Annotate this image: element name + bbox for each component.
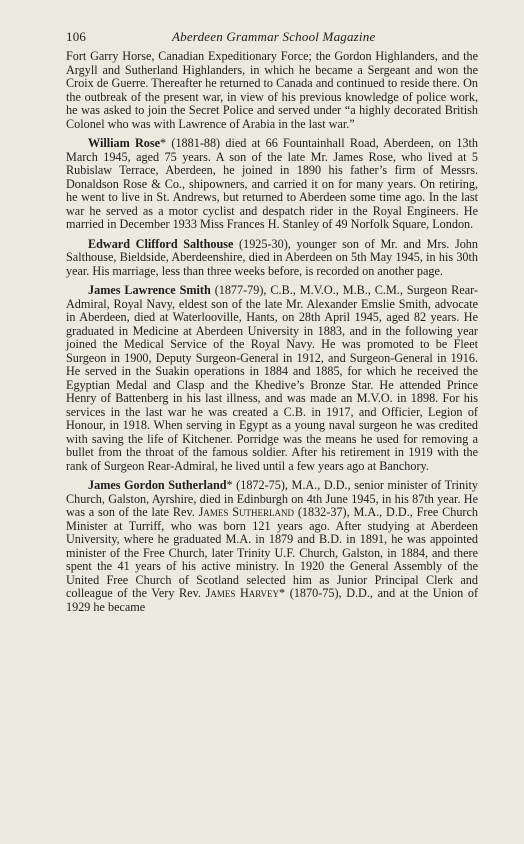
paragraph-text: Fort Garry Horse, Canadian Expeditionary Force; the Gordon Highlanders, and the Argyll and Sutherland Highlanders, in which he became a Sergeant and won the Croix de Guerre. Thereafter he returned to Canada and continued to reside there. On the outbreak of the present war, in view of his previous knowledge of police work, he was asked to join the Secret Police and served under “a highly decorated British Colonel who was with Lawrence of Arabia in the last war.” <box>66 49 478 131</box>
referenced-name: James Harvey <box>205 586 280 600</box>
paragraph-p4 <box>66 479 478 614</box>
paragraph-p0 <box>66 50 478 131</box>
page-number: 106 <box>66 29 87 44</box>
referenced-name: James Sutherland <box>198 505 294 519</box>
paragraph-p1 <box>66 137 478 232</box>
paragraph-text: (1832-37), M.A., D.D., Free Church Minister at Turriff, who was born 121 years ago. After studying at Aberdeen University, where he graduated M.A. in 1879 and B.D. in 1891, he was appointed minister of the Free Church, later Trinity U.F. Church, Galston, in 1884, and there spent the 41 years of his active ministry. In 1920 the General Assembly of the United Free Church of Scotland selected him as Junior Principal Clerk and colleague of the Very Rev. <box>66 505 478 600</box>
paragraph-text: * (1881-88) died at 66 Fountainhall Road, Aberdeen, on 13th March 1945, aged 75 years. A son of the late Mr. James Rose, who lived at 5 Rubislaw Terrace, Aberdeen, he joined in 1890 his father’s firm of Messrs. Donaldson Rose & Co., shipowners, and carried it on for many years. On retiring, he went to live in St. Andrews, but returned to Aberdeen some time ago. In the last war he served as a motor cyclist and despatch rider in the Royal Engineers. He married in December 1933 Miss Frances H. Stanley of 49 Norfolk Square, London. <box>66 136 478 231</box>
paragraph-text: (1925-30), younger son of Mr. and Mrs. John Salthouse, Bieldside, Aberdeenshire, died in Aberdeen on 5th May 1945, in his 30th year. His marriage, less than three weeks before, is recorded on another page. <box>66 236 478 278</box>
person-name: Edward Clifford Salthouse <box>88 236 234 251</box>
paragraph-p2 <box>66 238 478 279</box>
paragraph-p3 <box>66 284 478 473</box>
paragraph-text: * (1870-75), D.D., and at the Union of 1929 he became <box>66 586 478 614</box>
paragraph-text: * (1872-75), M.A., D.D., senior minister of Trinity Church, Galston, Ayrshire, died in Edinburgh on 4th June 1945, in his 87th year. He was a son of the late Rev. <box>66 478 478 519</box>
paragraph-text: (1877-79), C.B., M.V.O., M.B., C.M., Surgeon Rear-Admiral, Royal Navy, eldest son of the late Mr. Alexander Emslie Smith, advocate in Aberdeen, died at Waterlooville, Hants, on 28th April 1945, aged 82 years. He graduated in Medicine at Aberdeen University in 1883, and in the following year joined the Medical Service of the Royal Navy. He was promoted to be Fleet Surgeon in 1900, Deputy Surgeon-General in 1912, and Surgeon-General in 1916. He served in the Suakin operations in 1884 and 1885, for which he received the Egyptian Medal and Clasp and the Khedive’s Bronze Star. He attended Prince Henry of Battenberg in his last illness, and was made an M.V.O. in 1898. For his services in the last war he was created a C.B. in 1917, and Officier, Legion of Honour, in 1918. When serving in Egypt as a young naval surgeon he was credited with saving the life of Kitchener. Porridge was the means he used for removing a bullet from the throat of the famous soldier. After his retirement in 1919 with the rank of Surgeon Rear-Admiral, he lived until a few years ago at Banchory. <box>66 283 478 473</box>
running-title: Aberdeen Grammar School Magazine <box>172 29 376 44</box>
obituary-text <box>66 50 478 620</box>
person-name: James Lawrence Smith <box>88 283 211 297</box>
person-name: James Gordon Sutherland <box>88 478 227 492</box>
person-name: William Rose <box>88 136 161 150</box>
page-header <box>66 29 476 45</box>
